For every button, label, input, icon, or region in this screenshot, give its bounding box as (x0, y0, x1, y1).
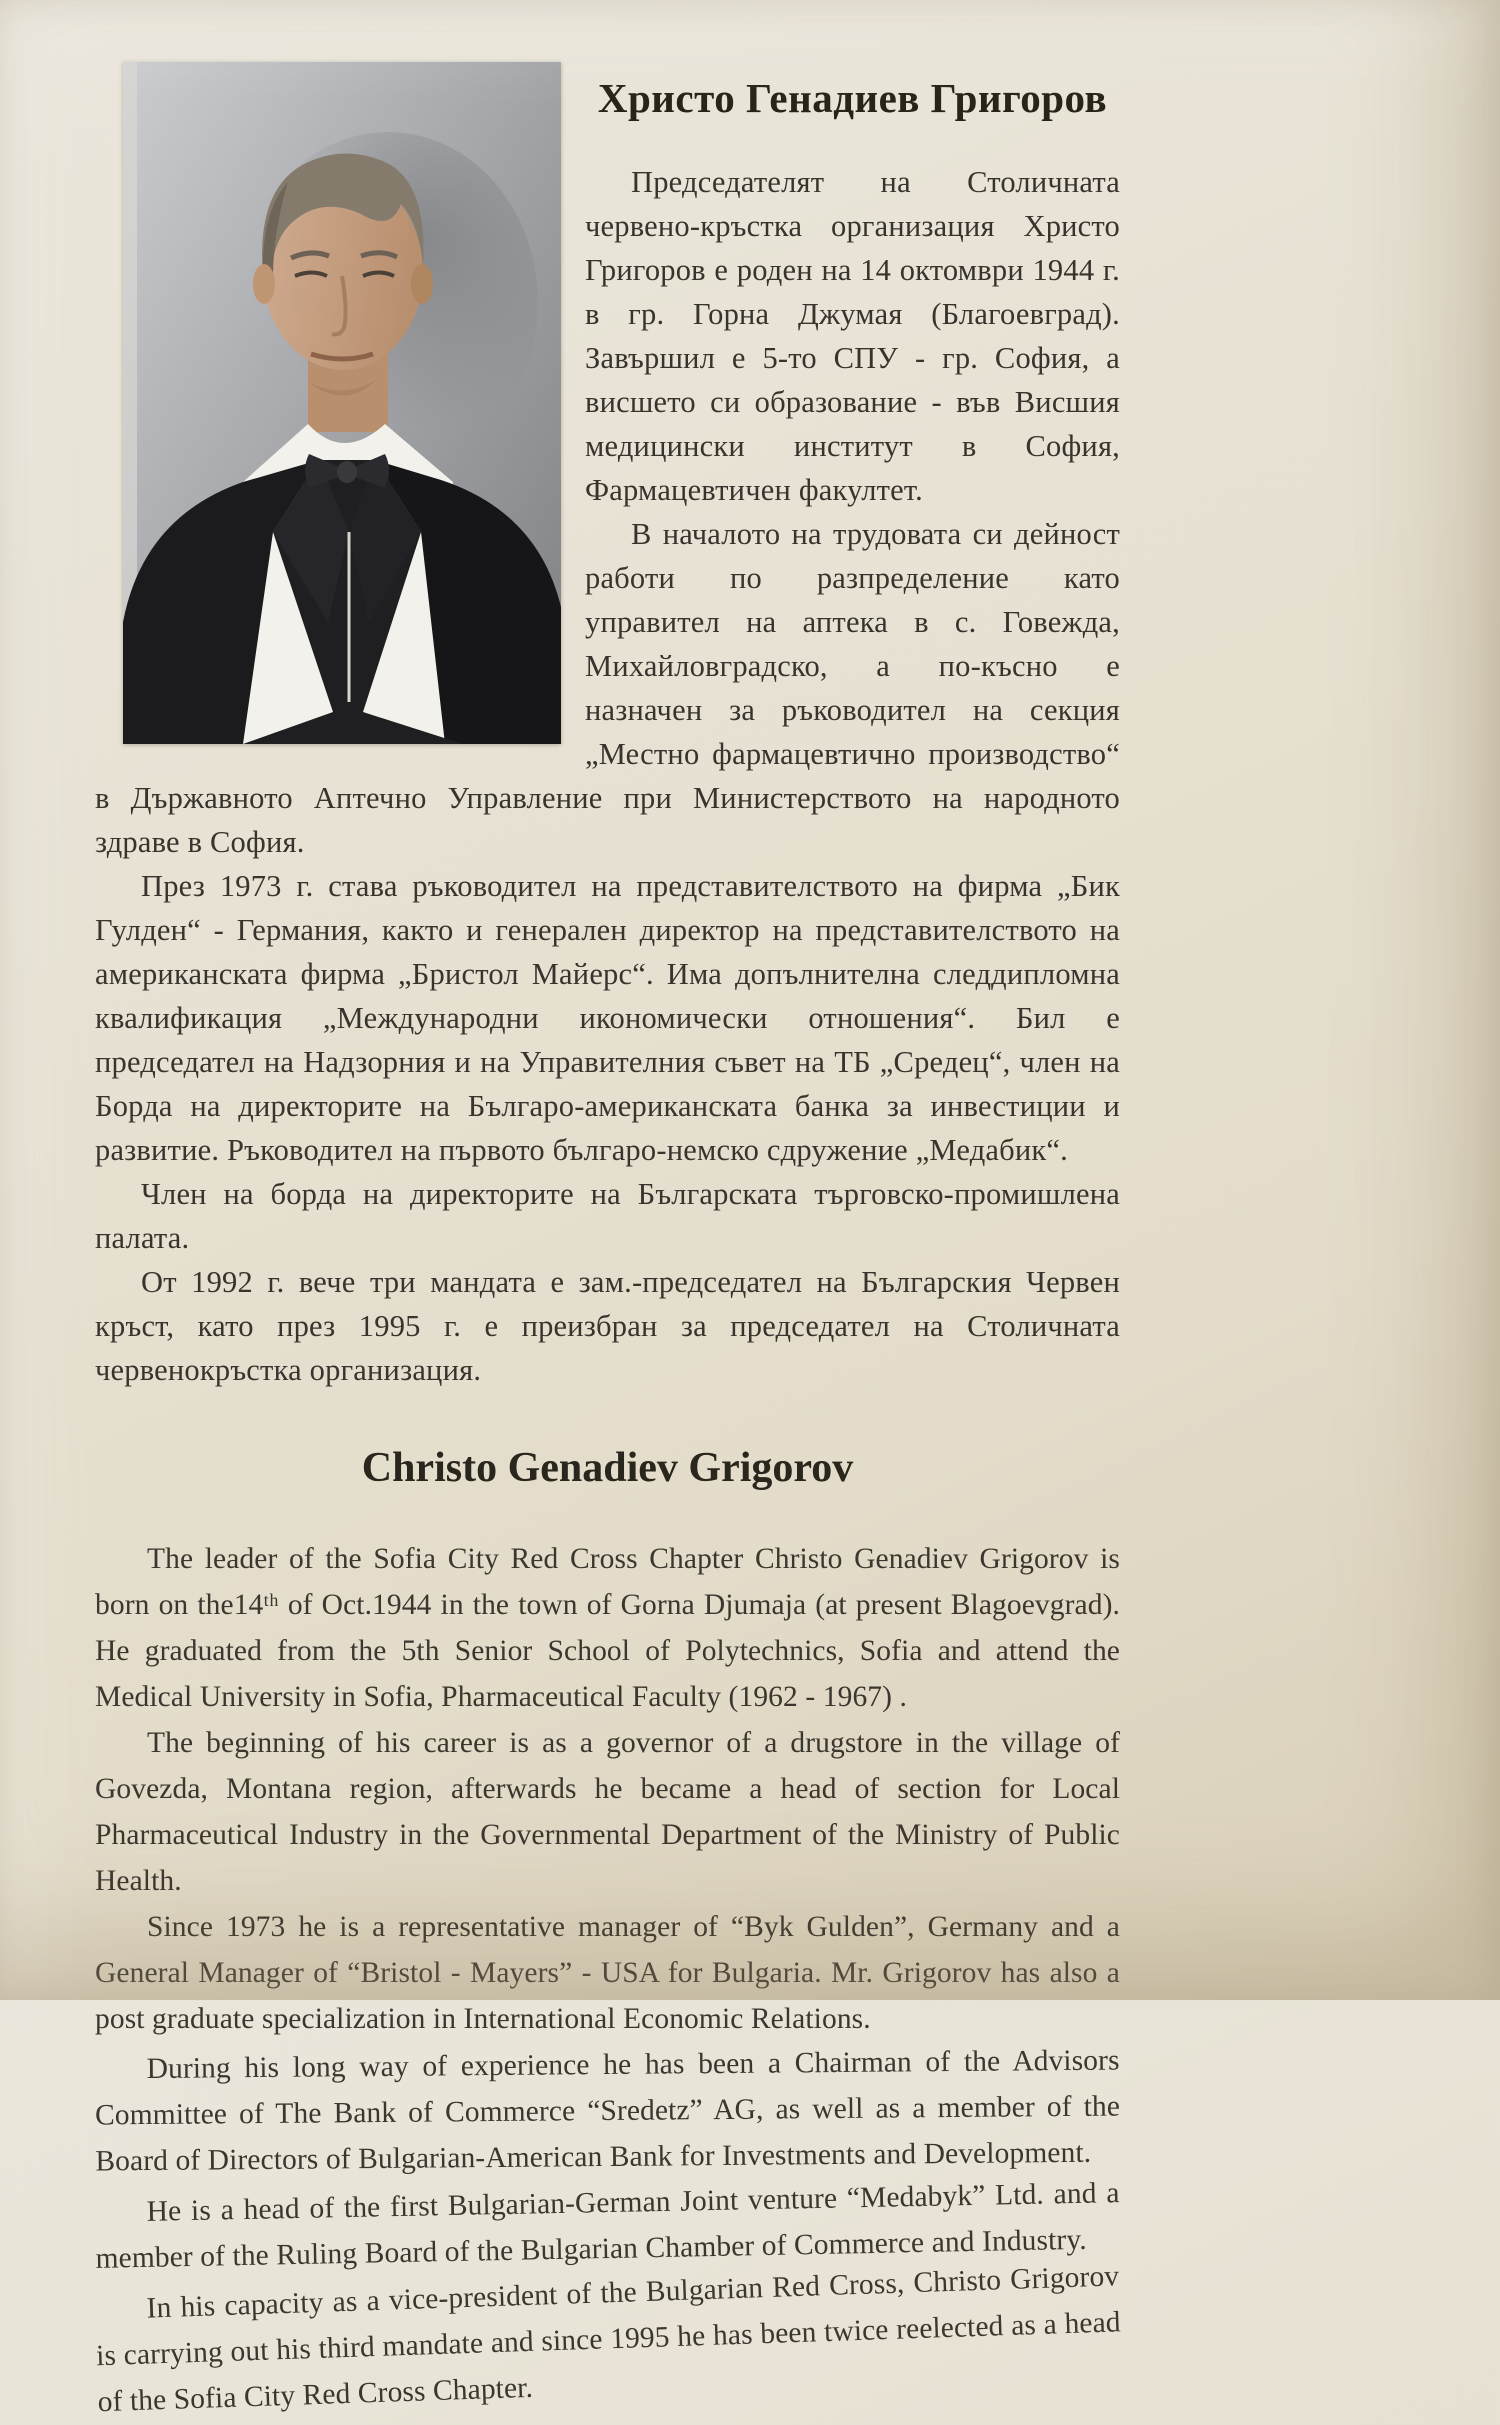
bulgarian-paragraph-1: Председателят на Столичната червено-кръстка организация Христо Григоров е роден на 14 октомври 1944 г. в гр. Горна Джумая (Благоевград). Завършил е 5-то СПУ - гр. София, а висшето си образование - във Висшия медицински институт в София, Фармацевтичен факултет. (585, 165, 1120, 507)
portrait-illustration (123, 62, 561, 744)
english-paragraph-6: In his capacity as a vice-president of the Bulgarian Red Cross, Christo Grigorov is carrying out his third mandate and since 1995 he has been twice reelected as a head of the Sofia City Red Cross Chapter. (95, 2260, 1122, 2419)
scanned-page (94, 0, 1122, 2419)
english-paragraph-3: Since 1973 he is a representative manager of “Byk Gulden”, Germany and a General Manager of “Bristol - Mayers” - USA for Bulgaria. Mr. Grigorov has also a post graduate specialization in International Economic Relations. (95, 1911, 1120, 2035)
bulgarian-title: Христо Генадиев Григоров (597, 75, 1108, 121)
bulgarian-paragraph-4: Член на борда на директорите на Българската търговско-промишлена палата. (95, 1177, 1120, 1255)
english-paragraph-4: During his long way of experience he has been a Chairman of the Advisors Committee of The Bank of Commerce “Sredetz” AG, as well as a member of the Board of Directors of Bulgarian-American Bank for Investments and Development. (94, 2044, 1121, 2178)
english-paragraph-1: The leader of the Sofia City Red Cross Chapter Christo Genadiev Grigorov is born on the14ᵗʰ of Oct.1944 in the town of Gorna Djumaja (at present Blagoevgrad). He graduated from the 5th Senior School of Polytechnics, Sofia and attend the Medical University in Sofia, Pharmaceutical Faculty (1962 - 1967) . (95, 1543, 1120, 1713)
bulgarian-paragraph-3: През 1973 г. става ръководител на представителството на фирма „Бик Гулден“ - Германия, както и генерален директор на представителството на американската фирма „Бристол Майерс“. Има допълнителна следдипломна квалификация „Международни икономически отношения“. Бил е председател на Надзорния и на Управителния съвет на ТБ „Средец“, член на Борда на директорите на Българо-американската банка за инвестиции и развитие. Ръководител на първото българо-немско сдружение „Медабик“. (95, 869, 1120, 1167)
english-paragraph-5: He is a head of the first Bulgarian-German Joint venture “Medabyk” Ltd. and a member of the Ruling Board of the Bulgarian Chamber of Commerce and Industry. (95, 2177, 1120, 2275)
bulgarian-paragraph-5: От 1992 г. вече три мандата е зам.-председател на Българския Червен кръст, като през 1995 г. е преизбран за председател на Столичната червенокръстка организация. (95, 1265, 1120, 1387)
bulgarian-paragraph-2: В началото на трудовата си дейност работи по разпределение като управител на аптека в с. Говежда, Михайловградско, а по-късно е назначен за ръководител на секция „Местно фармацевтично производство“ в Държавното Аптечно Управление при Министерството на народното здраве в София. (95, 517, 1120, 859)
portrait-photo (123, 62, 561, 744)
english-title: Christo Genadiev Grigorov (361, 1445, 854, 1491)
english-paragraph-2: The beginning of his career is as a governor of a drugstore in the village of Govezda, Montana region, afterwards he became a head of section for Local Pharmaceutical Industry in the Governmental Department of the Ministry of Public Health. (95, 1727, 1120, 1897)
